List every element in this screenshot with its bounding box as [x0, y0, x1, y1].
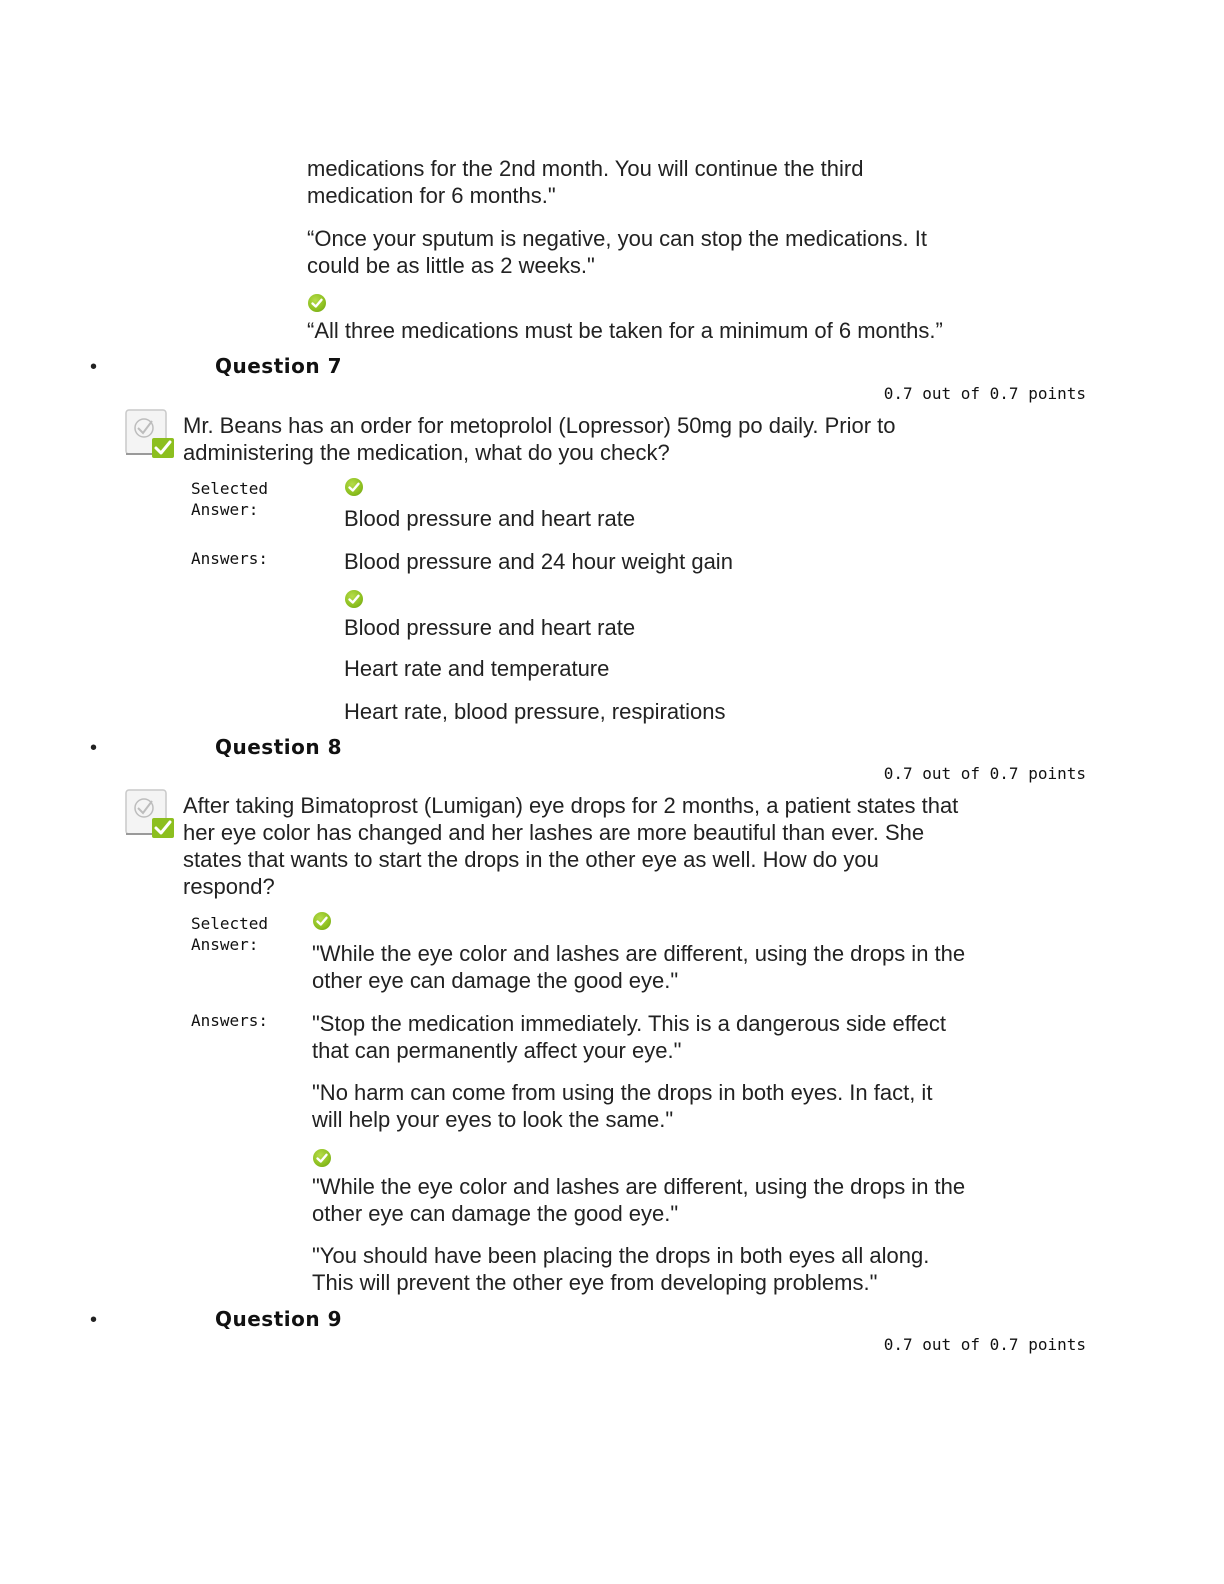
question-points: 0.7 out of 0.7 points [883, 764, 1086, 783]
graded-correct-icon [124, 408, 178, 460]
q6-answer-option: could be as little as 2 weeks." [307, 253, 595, 278]
check-circle-icon [308, 294, 326, 312]
question-text: After taking Bimatoprost (Lumigan) eye drops for 2 months, a patient states that [183, 793, 959, 818]
selected-answer: other eye can damage the good eye." [312, 968, 679, 993]
list-bullet: • [90, 356, 98, 378]
answer-option: "While the eye color and lashes are different, using the drops in the [312, 1174, 966, 1199]
question-title: Question 8 [215, 735, 342, 759]
answer-option: "No harm can come from using the drops in both eyes. In fact, it [312, 1080, 933, 1105]
answer-option: Blood pressure and heart rate [344, 615, 636, 640]
question-text: states that wants to start the drops in the other eye as well. How do you [183, 847, 879, 872]
answer-option: will help your eyes to look the same." [312, 1107, 674, 1132]
q6-text-line: medications for the 2nd month. You will continue the third [307, 156, 864, 181]
selected-answer-label: Answer: [191, 500, 259, 519]
question-points: 0.7 out of 0.7 points [883, 1335, 1086, 1354]
question-text: her eye color has changed and her lashes are more beautiful than ever. She [183, 820, 925, 845]
answers-label: Answers: [191, 549, 269, 568]
q6-text-line: medication for 6 months." [307, 183, 556, 208]
selected-answer: Blood pressure and heart rate [344, 506, 636, 531]
q6-correct-answer: “All three medications must be taken for a minimum of 6 months.” [307, 318, 943, 343]
selected-answer: "While the eye color and lashes are different, using the drops in the [312, 941, 966, 966]
answer-option: "Stop the medication immediately. This is a dangerous side effect [312, 1011, 946, 1036]
question-text: administering the medication, what do you check? [183, 440, 670, 465]
list-bullet: • [90, 1309, 98, 1331]
question-points: 0.7 out of 0.7 points [883, 384, 1086, 403]
q6-answer-option: “Once your sputum is negative, you can stop the medications. It [307, 226, 927, 251]
selected-answer-label: Selected [191, 914, 269, 933]
answer-option: Blood pressure and 24 hour weight gain [344, 549, 733, 574]
question-title: Question 9 [215, 1307, 342, 1331]
selected-answer-label: Answer: [191, 935, 259, 954]
list-bullet: • [90, 737, 98, 759]
check-circle-icon [345, 478, 363, 496]
answer-option: other eye can damage the good eye." [312, 1201, 679, 1226]
check-circle-icon [345, 590, 363, 608]
answer-option: "You should have been placing the drops in both eyes all along. [312, 1243, 930, 1268]
question-title: Question 7 [215, 354, 342, 378]
answer-option: Heart rate and temperature [344, 656, 610, 681]
question-text: respond? [183, 874, 275, 899]
check-circle-icon [313, 1149, 331, 1167]
answers-label: Answers: [191, 1011, 269, 1030]
answer-option: Heart rate, blood pressure, respirations [344, 699, 726, 724]
question-text: Mr. Beans has an order for metoprolol (Lopressor) 50mg po daily. Prior to [183, 413, 896, 438]
check-circle-icon [313, 912, 331, 930]
answer-option: that can permanently affect your eye." [312, 1038, 682, 1063]
selected-answer-label: Selected [191, 479, 269, 498]
graded-correct-icon [124, 788, 178, 840]
answer-option: This will prevent the other eye from developing problems." [312, 1270, 878, 1295]
